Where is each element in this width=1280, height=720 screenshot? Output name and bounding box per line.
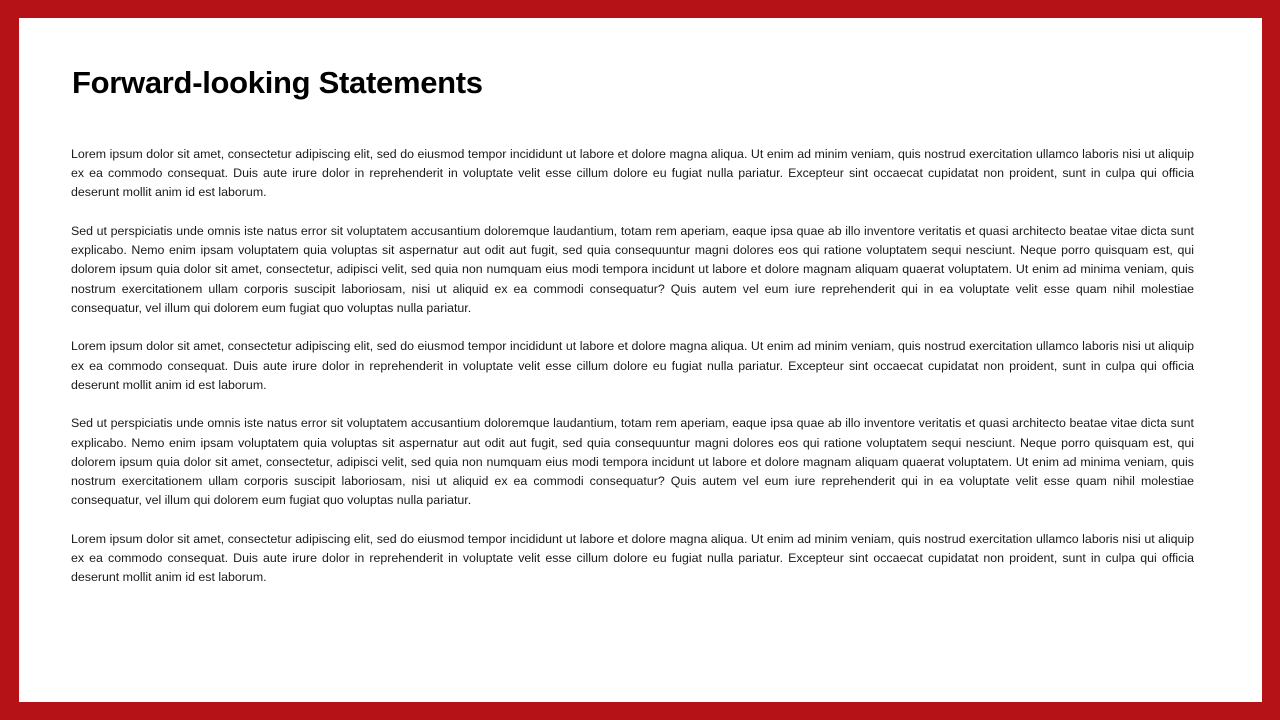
paragraph-2: Sed ut perspiciatis unde omnis iste natus error sit voluptatem accusantium doloremque laudantium, totam rem aperiam, eaque ipsa quae ab illo inventore veritatis et quasi architecto beatae vitae dicta sunt explicabo. Nemo enim ipsam voluptatem quia voluptas sit aspernatur aut odit aut fugit, sed quia consequuntur magni dolores eos qui ratione voluptatem sequi nesciunt. Neque porro quisquam est, qui dolorem ipsum quia dolor sit amet, consectetur, adipisci velit, sed quia non numquam eius modi tempora incidunt ut labore et dolore magnam aliquam quaerat voluptatem. Ut enim ad minima veniam, quis nostrum exercitationem ullam corporis suscipit laboriosam, nisi ut aliquid ex ea commodi consequatur? Quis autem vel eum iure reprehenderit qui in ea voluptate velit esse quam nihil molestiae consequatur, vel illum qui dolorem eum fugiat quo voluptas nulla pariatur. <box>71 224 1194 315</box>
paragraph-1: Lorem ipsum dolor sit amet, consectetur adipiscing elit, sed do eiusmod tempor incididunt ut labore et dolore magna aliqua. Ut enim ad minim veniam, quis nostrud exercitation ullamco laboris nisi ut aliquip ex ea commodo consequat. Duis aute irure dolor in reprehenderit in voluptate velit esse cillum dolore eu fugiat nulla pariatur. Excepteur sint occaecat cupidatat non proident, sunt in culpa qui officia deserunt mollit anim id est laborum. <box>71 147 1194 200</box>
paragraph-3: Lorem ipsum dolor sit amet, consectetur adipiscing elit, sed do eiusmod tempor incididunt ut labore et dolore magna aliqua. Ut enim ad minim veniam, quis nostrud exercitation ullamco laboris nisi ut aliquip ex ea commodo consequat. Duis aute irure dolor in reprehenderit in voluptate velit esse cillum dolore eu fugiat nulla pariatur. Excepteur sint occaecat cupidatat non proident, sunt in culpa qui officia deserunt mollit anim id est laborum. <box>71 339 1194 392</box>
paragraph-4: Sed ut perspiciatis unde omnis iste natus error sit voluptatem accusantium doloremque laudantium, totam rem aperiam, eaque ipsa quae ab illo inventore veritatis et quasi architecto beatae vitae dicta sunt explicabo. Nemo enim ipsam voluptatem quia voluptas sit aspernatur aut odit aut fugit, sed quia consequuntur magni dolores eos qui ratione voluptatem sequi nesciunt. Neque porro quisquam est, qui dolorem ipsum quia dolor sit amet, consectetur, adipisci velit, sed quia non numquam eius modi tempora incidunt ut labore et dolore magnam aliquam quaerat voluptatem. Ut enim ad minima veniam, quis nostrum exercitationem ullam corporis suscipit laboriosam, nisi ut aliquid ex ea commodi consequatur? Quis autem vel eum iure reprehenderit qui in ea voluptate velit esse quam nihil molestiae consequatur, vel illum qui dolorem eum fugiat quo voluptas nulla pariatur. <box>71 416 1194 508</box>
body-text <box>71 145 1194 607</box>
slide-content <box>19 18 1262 702</box>
paragraph-5: Lorem ipsum dolor sit amet, consectetur adipiscing elit, sed do eiusmod tempor incididunt ut labore et dolore magna aliqua. Ut enim ad minim veniam, quis nostrud exercitation ullamco laboris nisi ut aliquip ex ea commodo consequat. Duis aute irure dolor in reprehenderit in voluptate velit esse cillum dolore eu fugiat nulla pariatur. Excepteur sint occaecat cupidatat non proident, sunt in culpa qui officia deserunt mollit anim id est laborum. <box>71 531 1194 585</box>
slide-title: Forward-looking Statements <box>72 65 483 100</box>
